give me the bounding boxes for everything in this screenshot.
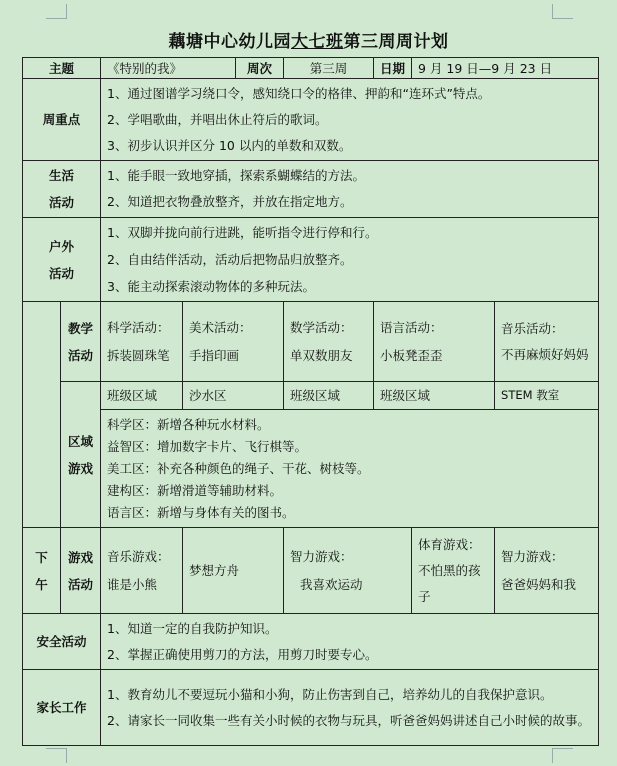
safety-row <box>23 614 599 670</box>
afternoon-sub-line: 活动 <box>68 576 94 592</box>
title-school: 藕塘中心幼儿园 <box>168 32 291 52</box>
teaching-cell <box>374 302 495 382</box>
area-note: 益智区：增加数字卡片、飞行棋等。 <box>107 438 308 454</box>
afternoon-cell <box>183 528 284 614</box>
afternoon-name: 谁是小熊 <box>107 576 158 592</box>
teaching-label-line: 活动 <box>68 347 94 363</box>
teaching-type: 科学活动： <box>107 319 170 335</box>
zone-cell: STEM 教室 <box>495 382 599 410</box>
area-notes <box>101 410 599 528</box>
teaching-name: 不再麻烦好妈妈 <box>501 346 589 362</box>
header-row <box>23 58 599 79</box>
focus-item: 1、通过图谱学习绕口令，感知绕口令的格律、押韵和“连环式”特点。 <box>107 85 491 101</box>
life-item: 2、知道把衣物叠放整齐，并放在指定地方。 <box>107 194 353 209</box>
crop-mark-top-right <box>552 4 573 19</box>
afternoon-type: 音乐游戏： <box>107 548 170 564</box>
parents-label: 家长工作 <box>23 670 101 746</box>
teaching-label-line: 教学 <box>68 320 94 336</box>
life-label-line: 活动 <box>49 195 75 210</box>
date-value: 9 月 19 日—9 月 23 日 <box>412 58 599 79</box>
afternoon-name: 爸爸妈妈和我 <box>501 576 577 592</box>
afternoon-type: 智力游戏： <box>501 548 564 564</box>
outdoor-label <box>23 218 101 302</box>
crop-mark-bottom-right <box>552 748 573 763</box>
life-label <box>23 161 101 218</box>
area-label-line: 区域 <box>68 433 94 449</box>
outdoor-label-line: 活动 <box>49 265 75 281</box>
theme-label: 主题 <box>23 58 101 79</box>
life-row <box>23 161 599 218</box>
afternoon-type: 体育游戏： <box>418 536 481 552</box>
life-content <box>101 161 599 218</box>
title-week-plan: 第三周周计划 <box>343 32 449 52</box>
crop-mark-bottom-left <box>46 748 67 763</box>
crop-mark-top-left <box>46 4 67 19</box>
teaching-type: 语言活动： <box>380 319 443 335</box>
teaching-label <box>61 302 101 382</box>
area-note: 建构区：新增滑道等辅助材料。 <box>107 482 283 498</box>
teaching-cell <box>495 302 599 382</box>
parents-content <box>101 670 599 746</box>
focus-label: 周重点 <box>23 79 101 161</box>
teaching-row <box>23 302 599 382</box>
teaching-cell <box>183 302 284 382</box>
parents-item: 2、请家长一同收集一些有关小时候的衣物与玩具，听爸爸妈妈讲述自己小时候的故事。 <box>107 712 590 728</box>
focus-content <box>101 79 599 161</box>
week-label: 周次 <box>236 58 284 79</box>
morning-blank-cell <box>23 302 61 528</box>
teaching-name: 单双数朋友 <box>290 347 353 363</box>
afternoon-type: 智力游戏： <box>290 548 353 564</box>
area-note: 美工区：补充各种颜色的绳子、干花、树枝等。 <box>107 460 370 476</box>
zone-cell: 班级区域 <box>284 382 374 410</box>
safety-content <box>101 614 599 670</box>
outdoor-item: 1、双脚并拢向前行进跳，能听指令进行停和行。 <box>107 225 378 240</box>
date-label: 日期 <box>374 58 412 79</box>
teaching-type: 美术活动： <box>189 319 252 335</box>
afternoon-sub-label <box>61 528 101 614</box>
week-value: 第三周 <box>284 58 374 79</box>
page-title <box>0 27 617 52</box>
theme-value: 《特别的我》 <box>101 58 236 79</box>
area-note: 语言区：新增与身体有关的图书。 <box>107 504 295 520</box>
zone-cell: 沙水区 <box>183 382 284 410</box>
afternoon-cell <box>101 528 183 614</box>
teaching-name: 小板凳歪歪 <box>380 347 443 363</box>
afternoon-cell <box>284 528 412 614</box>
life-item: 1、能手眼一致地穿插，探索系蝴蝶结的方法。 <box>107 168 365 183</box>
teaching-type: 数学活动： <box>290 319 353 335</box>
outdoor-row <box>23 218 599 302</box>
focus-item: 2、学唱歌曲，并唱出休止符后的歌词。 <box>107 111 328 127</box>
safety-label: 安全活动 <box>23 614 101 670</box>
afternoon-row <box>23 528 599 614</box>
area-label <box>61 382 101 528</box>
outdoor-content <box>101 218 599 302</box>
outdoor-label-line: 户外 <box>49 238 75 254</box>
afternoon-name: 不怕黑的孩子 <box>418 562 481 604</box>
afternoon-label-line: 午 <box>35 576 48 592</box>
outdoor-item: 2、自由结伴活动，活动后把物品归放整齐。 <box>107 252 353 267</box>
area-zones-row <box>23 382 599 410</box>
safety-item: 2、掌握正确使用剪刀的方法，用剪刀时要专心。 <box>107 646 378 662</box>
area-note: 科学区：新增各种玩水材料。 <box>107 416 270 432</box>
zone-cell: 班级区域 <box>101 382 183 410</box>
parents-item: 1、教育幼儿不要逗玩小猫和小狗，防止伤害到自己，培养幼儿的自我保护意识。 <box>107 686 553 702</box>
teaching-name: 手指印画 <box>189 347 240 363</box>
afternoon-name: 梦想方舟 <box>189 562 240 578</box>
afternoon-label-line: 下 <box>35 549 48 565</box>
area-notes-row <box>23 410 599 528</box>
focus-item: 3、初步认识并区分 10 以内的单数和双数。 <box>107 137 352 153</box>
teaching-cell <box>101 302 183 382</box>
afternoon-cell <box>495 528 599 614</box>
life-label-line: 生活 <box>49 168 75 183</box>
afternoon-label <box>23 528 61 614</box>
outdoor-item: 3、能主动探索滚动物体的多种玩法。 <box>107 279 315 294</box>
safety-item: 1、知道一定的自我防护知识。 <box>107 620 278 636</box>
afternoon-cell <box>412 528 495 614</box>
area-label-line: 游戏 <box>68 460 94 476</box>
teaching-cell <box>284 302 374 382</box>
parents-row <box>23 670 599 746</box>
zone-cell: 班级区域 <box>374 382 495 410</box>
title-class: 大七班 <box>291 32 344 52</box>
afternoon-sub-line: 游戏 <box>68 549 94 565</box>
teaching-name: 拆装圆珠笔 <box>107 347 170 363</box>
teaching-type: 音乐活动： <box>501 320 564 336</box>
weekly-plan-table <box>22 57 599 746</box>
afternoon-name: 我喜欢运动 <box>300 576 363 592</box>
focus-row <box>23 79 599 161</box>
